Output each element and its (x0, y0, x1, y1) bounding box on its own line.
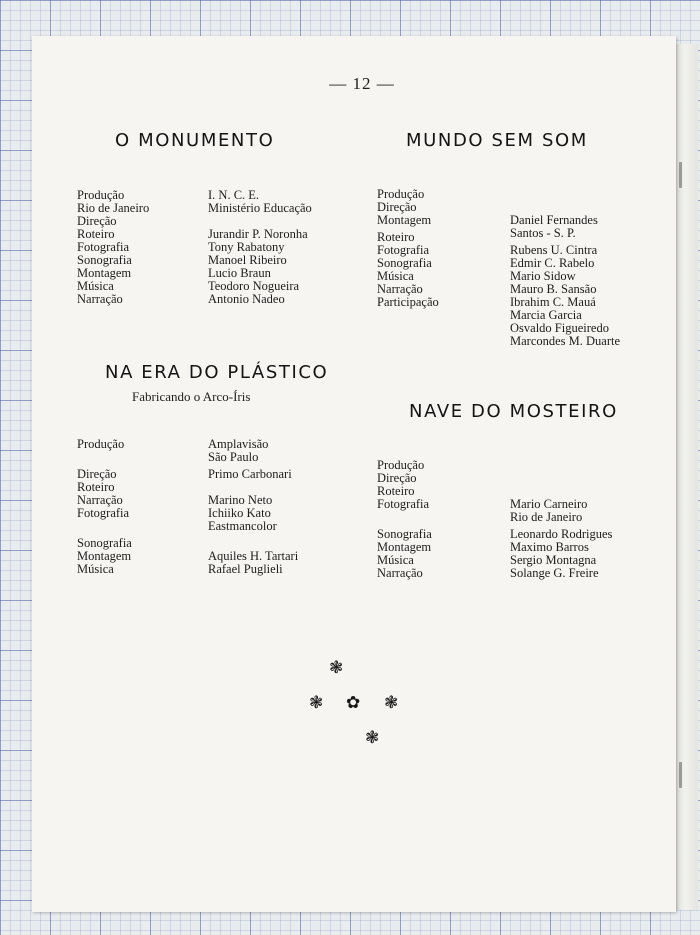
section-title-nave-do-mosteiro: NAVE DO MOSTEIRO (409, 401, 618, 422)
credits-roles-nave-do-mosteiro: Produção Direção Roteiro Fotografia Sonografia Montagem Música Narração (377, 458, 432, 580)
floral-ornament-group (302, 651, 422, 771)
page-number: — 12 — (329, 74, 395, 93)
credits-names-na-era-do-plastico: Amplavisão São Paulo Primo Carbonari Marino Neto Ichiiko Kato Eastmancolor Aquiles H. Tartari Rafael Puglieli (208, 437, 299, 576)
floral-asterisk-icon: ❃ (384, 693, 399, 713)
credits-roles-mundo-sem-som: Produção Direção Montagem Roteiro Fotografia Sonografia Música Narração Participação (377, 187, 439, 309)
section-title-o-monumento: O MONUMENTO (115, 130, 275, 151)
section-title-mundo-sem-som: MUNDO SEM SOM (406, 130, 588, 151)
booklet-page (32, 36, 676, 912)
booklet-edge (676, 44, 698, 910)
floral-asterisk-icon: ❃ (365, 728, 380, 748)
credits-names-nave-do-mosteiro: Mario Carneiro Rio de Janeiro Leonardo Rodrigues Maximo Barros Sergio Montagna Solange G. Freire (510, 497, 613, 580)
section-title-na-era-do-plastico: NA ERA DO PLÁSTICO (105, 362, 329, 383)
floral-asterisk-icon: ❃ (309, 693, 324, 713)
credits-names-mundo-sem-som: Daniel Fernandes Santos - S. P. Rubens U. Cintra Edmir C. Rabelo Mario Sidow Mauro B. Sansão Ibrahim C. Mauá Marcia Garcia Osvaldo Figueiredo Marcondes M. Duarte (510, 213, 621, 348)
floral-asterisk-icon: ❃ (329, 658, 344, 678)
staple (679, 162, 682, 188)
credits-roles-o-monumento: Produção Rio de Janeiro Direção Roteiro Fotografia Sonografia Montagem Música Narração (77, 188, 150, 306)
flower-icon: ✿ (346, 693, 361, 713)
section-subtitle-na-era-do-plastico: Fabricando o Arco-Íris (132, 389, 251, 404)
staple (679, 762, 682, 788)
credits-roles-na-era-do-plastico: Produção Direção Roteiro Narração Fotografia Sonografia Montagem Música (77, 437, 132, 576)
credits-names-o-monumento: I. N. C. E. Ministério Educação Jurandir P. Noronha Tony Rabatony Manoel Ribeiro Lucio Braun Teodoro Nogueira Antonio Nadeo (208, 188, 312, 306)
